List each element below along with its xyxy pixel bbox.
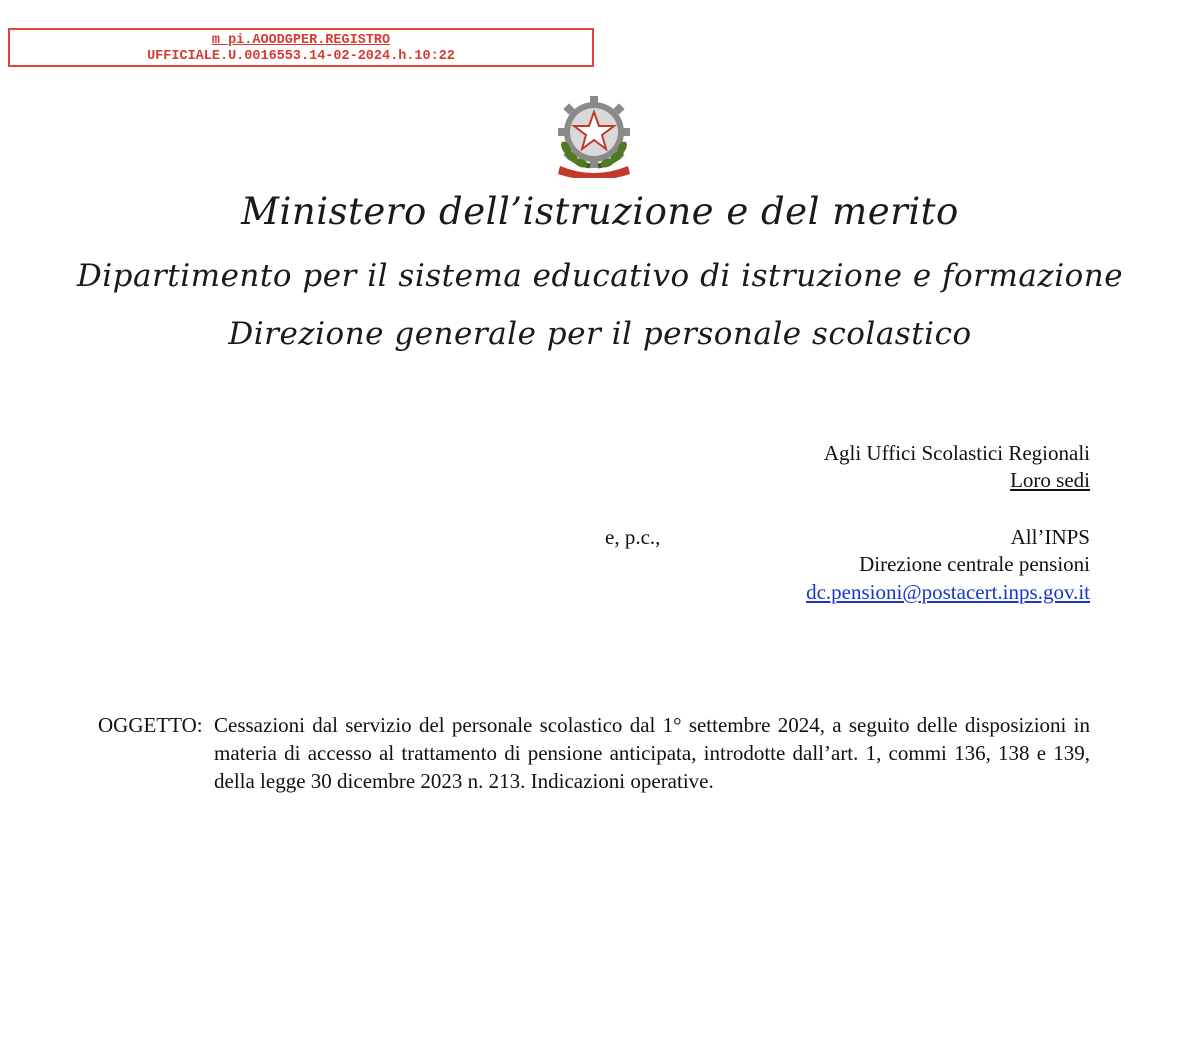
department-heading: Dipartimento per il sistema educativo di istruzione e formazione xyxy=(76,258,1124,294)
cc-line1: All’INPS xyxy=(1010,525,1090,549)
recipient-line2: Loro sedi xyxy=(1010,468,1090,492)
protocol-stamp-line2: UFFICIALE.U.0016553.14-02-2024.h.10:22 xyxy=(147,49,455,64)
protocol-stamp-line1: m_pi.AOODGPER.REGISTRO xyxy=(211,33,391,48)
subject-block xyxy=(98,711,1090,795)
subject-label: OGGETTO: xyxy=(98,713,203,737)
ministry-heading: Ministero dell’istruzione e del merito xyxy=(241,190,959,233)
subject-text: Cessazioni dal servizio del personale scolastico dal 1° settembre 2024, a seguito delle disposizioni in materia di accesso al trattamento di pensione anticipata, introdotte dall’art. 1, commi 136, 138 e 139, della legge 30 dicembre 2023 n. 213. Indicazioni operative. xyxy=(214,713,1090,793)
cc-line2: Direzione centrale pensioni xyxy=(859,552,1090,576)
recipient-line1: Agli Uffici Scolastici Regionali xyxy=(823,441,1090,465)
directorate-heading: Direzione generale per il personale scolastico xyxy=(228,316,972,352)
italian-republic-emblem-icon xyxy=(552,92,636,178)
protocol-stamp xyxy=(8,28,594,67)
cc-label: e, p.c., xyxy=(605,525,661,549)
cc-email-link[interactable]: dc.pensioni@postacert.inps.gov.it xyxy=(806,580,1090,604)
